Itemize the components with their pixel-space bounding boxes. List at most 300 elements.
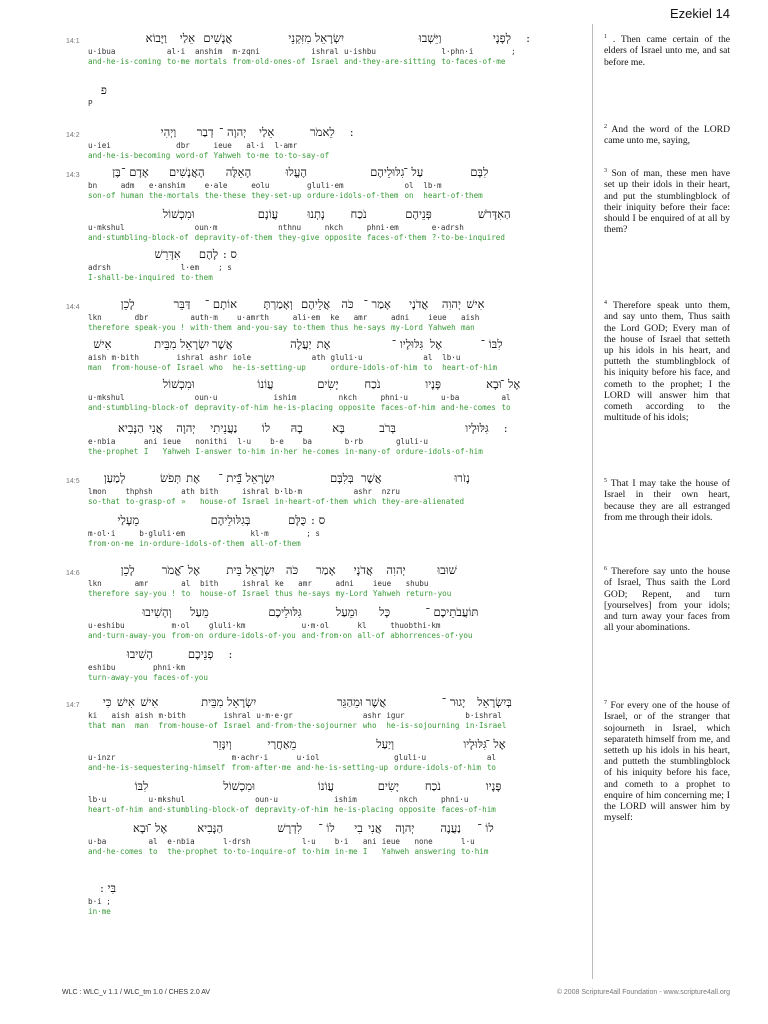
footer-copyright: © 2008 Scripture4all Foundation - www.scripture4all.org (556, 989, 730, 996)
word-cell (256, 694, 363, 731)
english-gloss: Israel (311, 57, 339, 66)
hebrew-word: הֶעֱלוּ (285, 165, 308, 179)
hebrew-word: מִבֵּית (201, 695, 224, 709)
transliteration: ba (302, 437, 312, 446)
transliteration: gluli·u (395, 437, 428, 446)
word-cell (167, 30, 195, 67)
word-cell (218, 246, 237, 283)
transliteration: b·i (334, 837, 349, 846)
word-cell (167, 820, 223, 857)
verse-number: 14:3 (66, 172, 80, 179)
hebrew-word: אִישׁ (93, 337, 112, 351)
word-cell (246, 124, 274, 161)
hebrew-word: : (503, 421, 508, 435)
transliteration: phni·em (366, 223, 399, 232)
verse-translation (604, 122, 730, 147)
word-cell (331, 336, 424, 373)
transliteration: dbr (134, 313, 149, 322)
transliteration: u·iol (296, 753, 320, 762)
english-gloss: who (362, 721, 377, 730)
english-gloss: depravity-of·him (194, 403, 268, 412)
word-cell (382, 470, 470, 507)
transliteration: shubu (405, 579, 429, 588)
english-gloss: thus (330, 323, 349, 332)
word-cell (88, 30, 167, 67)
hebrew-word: גִּלּוּלָיו (465, 421, 489, 435)
interlinear-line (62, 778, 586, 818)
hebrew-word: יָשִׂים (317, 377, 339, 391)
interlinear-line (62, 296, 586, 336)
transliteration: l·phn·i (441, 47, 474, 56)
transliteration: oun·u (255, 795, 278, 804)
hebrew-word: בָּא (332, 421, 345, 435)
english-gloss: to (501, 403, 511, 412)
transliteration: al·i (246, 141, 265, 150)
english-gloss: in·heart-of·them (274, 497, 348, 506)
transliteration: ani (362, 837, 377, 846)
transliteration: bith (200, 487, 219, 496)
hebrew-word: בִי (354, 821, 363, 835)
word-cell (88, 376, 195, 413)
word-cell (255, 778, 334, 815)
hebrew-word: דְבַר (196, 125, 214, 139)
hebrew-word: גִּלּוּלָיו (463, 737, 487, 751)
hebrew-word: אֲלֵיהֶם (301, 297, 331, 311)
english-gloss (218, 273, 237, 283)
english-gloss: man (111, 721, 126, 730)
word-cell (303, 420, 345, 457)
english-gloss: the·prophet (167, 847, 218, 856)
word-cell (88, 470, 125, 507)
word-cell (274, 376, 339, 413)
english-gloss: they-are-alienated (381, 497, 465, 506)
transliteration: m·ol (171, 621, 190, 630)
transliteration: l·u (461, 837, 475, 846)
transliteration: u·ishbu (344, 47, 377, 56)
hebrew-word: אָמַר ־ (363, 297, 391, 311)
english-gloss: ?·to-be-inquired (431, 233, 505, 242)
transliteration: phni·km (153, 663, 186, 672)
english-gloss: ordure-idols-of·him (394, 763, 481, 772)
hebrew-word: כִּי (102, 695, 112, 709)
transliteration: phni·u (380, 393, 409, 402)
hebrew-word: אֶל (429, 337, 443, 351)
column-divider (592, 24, 593, 979)
word-cell (336, 562, 373, 599)
transliteration: b·gluli·em (139, 529, 185, 538)
hebrew-word: בֶּן (112, 165, 121, 179)
word-cell (88, 296, 135, 333)
hebrew-word: מִזִּקְנֵי (288, 31, 312, 45)
word-cell (334, 778, 399, 815)
word-cell (373, 562, 406, 599)
word-cell (223, 820, 302, 857)
word-cell (278, 206, 325, 243)
interlinear-line (62, 646, 586, 686)
word-cell (396, 420, 489, 457)
transliteration: gluli·km (208, 621, 246, 630)
word-cell (461, 296, 484, 333)
word-cell (251, 164, 307, 201)
word-cell (144, 420, 163, 457)
hebrew-word: מִבֵּית (154, 337, 177, 351)
english-gloss: to·him (302, 847, 330, 856)
hebrew-word: וְיִנָּזֵר (213, 737, 232, 751)
hebrew-word: יַעֲלֶה (290, 337, 312, 351)
hebrew-word: הָאֵלֶּה (225, 165, 252, 179)
hebrew-word: לוֹ ־ (318, 821, 335, 835)
hebrew-word: וַיָּבוֹא (145, 31, 167, 45)
hebrew-word: מֵאַחֲרַי (267, 737, 297, 751)
transliteration: al·i (166, 47, 186, 56)
english-gloss: Israel (176, 363, 204, 372)
hebrew-word: אֲשֶׁר (365, 695, 387, 709)
hebrew-word: יִשְׂרָאֵל (227, 695, 257, 709)
transliteration: ishral (311, 47, 339, 56)
transliteration: ; s (306, 529, 320, 538)
word-cell (354, 470, 382, 507)
transliteration: u·m·e·gr (256, 711, 293, 720)
transliteration: bith (200, 579, 219, 588)
hebrew-word: אֲנִי (149, 421, 163, 435)
english-gloss: abhorrences-of·you (390, 631, 473, 640)
word-cell (88, 562, 135, 599)
transliteration: nkch (324, 223, 344, 232)
transliteration: e·ale (204, 181, 228, 190)
english-gloss (306, 539, 325, 549)
verse-number: 14:4 (66, 304, 80, 311)
transliteration: e·nbia (88, 437, 116, 446)
transliteration: nthnu (278, 223, 302, 232)
transliteration: m·achr·i (231, 753, 269, 762)
transliteration: ; (511, 47, 516, 56)
word-cell (344, 30, 441, 67)
english-gloss: thus (274, 589, 293, 598)
hebrew-word: בִּי : (100, 881, 117, 895)
word-cell (237, 420, 270, 457)
hebrew-word: הַאִדָּרֹשׁ (477, 207, 511, 221)
word-cell (88, 694, 111, 731)
english-gloss: to (148, 847, 158, 856)
hebrew-word: וַיֵּשְׁבוּ (418, 31, 442, 45)
word-cell (195, 30, 232, 67)
transliteration: lb·m (423, 181, 442, 190)
english-gloss: from·old-ones-of (232, 57, 306, 66)
transliteration: iole (232, 353, 252, 362)
hebrew-word: אֶל ־ (179, 563, 201, 577)
word-cell (88, 778, 148, 815)
word-cell (441, 30, 511, 67)
english-gloss: ordure-idols-of·him (395, 447, 483, 456)
transliteration: gluli·em (307, 181, 344, 190)
word-cell (121, 164, 149, 201)
english-gloss: Yahweh (372, 589, 401, 598)
hebrew-word: אִישׁ (466, 297, 485, 311)
word-cell (330, 296, 353, 333)
hebrew-word: נֹכַח (350, 207, 367, 221)
hebrew-word: וּמֵעַל (335, 605, 358, 619)
hebrew-word: אֲנָשִׁים (203, 31, 233, 45)
transliteration: auth·m (190, 313, 218, 322)
hebrew-word: הָאֲנָשִׁים (169, 165, 205, 179)
english-gloss: I-shall-be-inquired (88, 273, 175, 282)
english-gloss: house-of (200, 497, 237, 506)
word-cell (432, 206, 511, 243)
english-gloss: and·from·the·sojourner (256, 721, 357, 730)
english-gloss: from·house-of (158, 721, 218, 730)
word-cell (390, 604, 478, 641)
transliteration: bn (88, 181, 98, 190)
hebrew-word: לִבּוֹ (134, 779, 149, 793)
english-gloss: in·me (88, 907, 111, 916)
hebrew-word: נַעֲנֵיתִי (210, 421, 238, 435)
word-cell (293, 296, 330, 333)
hebrew-word: לָכֵן (120, 297, 135, 311)
transliteration: ali·em (292, 313, 321, 322)
transliteration: l·amr (274, 141, 298, 150)
word-cell (232, 30, 311, 67)
word-cell (274, 124, 334, 161)
transliteration: lb·u (88, 795, 107, 804)
english-gloss: faces-of·him (441, 805, 496, 814)
transliteration: kl·m (250, 529, 269, 538)
word-cell (88, 604, 172, 641)
hebrew-word: יָשִׂים (377, 779, 400, 793)
english-gloss: and·stumbling-block-of (148, 805, 250, 814)
english-gloss: in·Israel (465, 721, 507, 730)
transliteration: oun·u (194, 393, 218, 402)
transliteration: al (148, 837, 158, 846)
english-gloss: turn-away-you (88, 673, 148, 682)
english-gloss: faces-of·you (153, 673, 208, 682)
hebrew-word: אֶל ־ (485, 737, 506, 751)
hebrew-word: אֵלַי (179, 31, 195, 45)
english-gloss: he-says (353, 323, 386, 332)
verse-translation (604, 564, 730, 633)
transliteration: ath (311, 353, 326, 362)
transliteration: ath (181, 487, 195, 496)
english-gloss: from·house-of (111, 363, 171, 372)
word-cell (153, 646, 213, 683)
transliteration: eolu (251, 181, 270, 190)
word-cell (367, 206, 432, 243)
word-cell (357, 604, 390, 641)
transliteration: adni (335, 579, 354, 588)
english-gloss: mortals (195, 57, 228, 66)
english-gloss: heart-of·them (423, 191, 483, 200)
transliteration: b·ishral (465, 711, 502, 720)
english-gloss: return-you (405, 589, 452, 598)
verse-translation (604, 298, 730, 423)
english-gloss: to·to-say-of (274, 151, 330, 160)
verse-number: 14:7 (66, 702, 80, 709)
word-cell (298, 562, 335, 599)
word-cell (88, 820, 148, 857)
english-gloss: and·stumbling-block-of (88, 233, 189, 242)
english-gloss: man (88, 363, 102, 372)
hebrew-word: יִשְׂרָאֵל (180, 337, 210, 351)
word-cell (442, 336, 502, 373)
english-gloss: the·mortals (148, 191, 200, 200)
word-cell (441, 376, 501, 413)
english-gloss: to (181, 589, 191, 598)
hebrew-word: אֶל ־ (146, 821, 168, 835)
english-gloss: with·them (190, 323, 232, 332)
hebrew-word: נָזֹרוּ (454, 471, 470, 485)
hebrew-word: וּמֵהַגֵּר (337, 695, 363, 709)
transliteration (335, 141, 354, 151)
english-gloss: which (353, 497, 377, 506)
english-gloss: to·them (180, 273, 213, 282)
english-gloss: therefore (88, 323, 130, 332)
transliteration: l·drsh (223, 837, 251, 846)
transliteration: m·ol·i (88, 529, 116, 538)
transliteration: nzru (381, 487, 401, 496)
word-cell (386, 694, 465, 731)
word-cell (195, 376, 274, 413)
transliteration: u·mkshul (88, 393, 125, 402)
transliteration: ieue (213, 141, 232, 150)
word-cell (312, 336, 331, 373)
word-cell (428, 296, 461, 333)
hebrew-word: פְנֵיכֶם (187, 647, 214, 661)
transliteration: u·mkshul (148, 795, 186, 804)
word-cell (200, 470, 242, 507)
chapter-title: Ezekiel 14 (670, 6, 730, 21)
hebrew-word: בְּלִבָּם (329, 471, 354, 485)
english-gloss: house-of (200, 589, 237, 598)
word-cell (224, 694, 257, 731)
translation-text: For every one of the house of Israel, or of the stranger that sojourneth in Israel, which separateth himself from me, and setteth up his idols in his heart, and putteth the stumblingblock of his iniquity before his face, and cometh to a prophet to enquire of him concerning me; I the LORD will answer him by myself: (604, 700, 730, 824)
hebrew-word: בְּרֹב (379, 421, 396, 435)
hebrew-word: אִישׁ (116, 695, 135, 709)
hebrew-word: אִדָּרֵשׁ (154, 247, 181, 261)
english-gloss: he-is-placing (334, 805, 394, 814)
transliteration: u·inzr (88, 753, 116, 762)
word-cell (275, 562, 298, 599)
verse-translation (604, 32, 730, 68)
hebrew-word: אֲשֶׁר (212, 337, 233, 351)
english-gloss: heart-of·him (88, 805, 143, 814)
english-gloss: they-give (278, 233, 320, 242)
hebrew-word: תּוֹעֲבֹתֵיכֶם ־ (425, 605, 479, 619)
word-cell (302, 820, 335, 857)
english-gloss (511, 57, 530, 67)
hebrew-word: מֵעַל (190, 605, 209, 619)
transliteration: ishral (241, 579, 270, 588)
word-cell (88, 82, 107, 119)
hebrew-word: : (349, 125, 354, 139)
hebrew-word: לָכֵן (120, 563, 135, 577)
verse-number: 14:1 (66, 38, 80, 45)
hebrew-word: : (526, 31, 530, 45)
word-cell (181, 562, 200, 599)
transliteration: ieue (428, 313, 447, 322)
hebrew-word: לָהֶם (198, 247, 219, 261)
transliteration: aish (461, 313, 480, 322)
english-gloss: and-he-is-coming (88, 57, 162, 66)
word-cell (511, 30, 530, 67)
english-gloss: man (134, 721, 149, 730)
transliteration: l·u (237, 437, 252, 446)
transliteration: b·rb (344, 437, 364, 446)
english-gloss: and·you-say (236, 323, 288, 332)
english-gloss: from·after·me (231, 763, 292, 772)
english-gloss: Yahweh (213, 151, 241, 160)
english-gloss: I (362, 847, 368, 856)
word-cell (489, 420, 508, 457)
interlinear-line (62, 420, 586, 460)
hebrew-word: וַיְהִי (160, 125, 177, 139)
transliteration: amr (134, 579, 149, 588)
transliteration: al (501, 393, 511, 402)
transliteration: l·em (180, 263, 200, 272)
hebrew-word: אֶת (316, 337, 331, 351)
transliteration: gluli·u (330, 353, 363, 362)
english-gloss: opposite (399, 805, 436, 814)
english-gloss: » (181, 497, 186, 506)
hebrew-word: אָמַר (316, 563, 336, 577)
hebrew-word: הַנָּבִיא (197, 821, 224, 835)
transliteration: ashr (362, 711, 382, 720)
hebrew-word: וּמִכְשׁוֹל (162, 377, 195, 391)
english-gloss: who (209, 363, 223, 372)
interlinear-line (62, 694, 586, 734)
transliteration: b·e (270, 437, 284, 446)
hebrew-word: אֲדֹנָי (409, 297, 429, 311)
transliteration: e·adrsh (431, 223, 464, 232)
word-cell (465, 694, 512, 731)
word-cell (135, 296, 191, 333)
english-gloss: faces-of·them (366, 233, 427, 242)
word-cell (209, 336, 232, 373)
transliteration: ashr (209, 353, 228, 362)
hebrew-word: יִשְׂרָאֵל ־ (237, 471, 275, 485)
word-cell (111, 694, 134, 731)
english-gloss: say-you ! (134, 589, 176, 598)
hebrew-word: יִשְׂרָאֵל (245, 563, 275, 577)
word-cell (139, 512, 250, 549)
english-gloss: to·him (237, 447, 265, 456)
word-cell (148, 820, 167, 857)
word-cell (177, 336, 210, 373)
english-gloss: man (461, 323, 475, 332)
transliteration: ol (404, 181, 414, 190)
word-cell (339, 376, 381, 413)
verse-number: 14:6 (66, 570, 80, 577)
english-gloss: all-of (357, 631, 385, 640)
transliteration: u·ba (88, 837, 107, 846)
word-cell (335, 124, 354, 161)
transliteration: ke (274, 579, 284, 588)
verse-translation (604, 476, 730, 523)
word-cell (250, 512, 306, 549)
hebrew-word: כָּל (379, 605, 391, 619)
translation-text: Therefore speak unto them, and say unto them, Thus saith the Lord GOD; Every man of the house of Israel that setteth up his idols in his heart, and putteth the stumblingblock of his iniquity before his face, and cometh to the prophet; I the LORD will answer him that cometh according to the multitude of his idols; (604, 300, 730, 424)
interlinear-line (62, 246, 586, 286)
word-cell (88, 512, 139, 549)
hebrew-word: גִּלּוּלֵיכֶם (268, 605, 302, 619)
transliteration: m·zqni (232, 47, 260, 56)
verse-ref: 6 (604, 566, 607, 572)
word-cell (233, 336, 312, 373)
transliteration: ishral (176, 353, 204, 362)
hebrew-word: אֲשֶׁר (361, 471, 382, 485)
english-gloss: in·many-of (344, 447, 391, 456)
hebrew-word: לִבָּם (470, 165, 489, 179)
english-gloss: to (486, 763, 496, 772)
translation-text: That I may take the house of Israel in their own heart, because they are all estranged from me through their idols. (604, 478, 730, 523)
